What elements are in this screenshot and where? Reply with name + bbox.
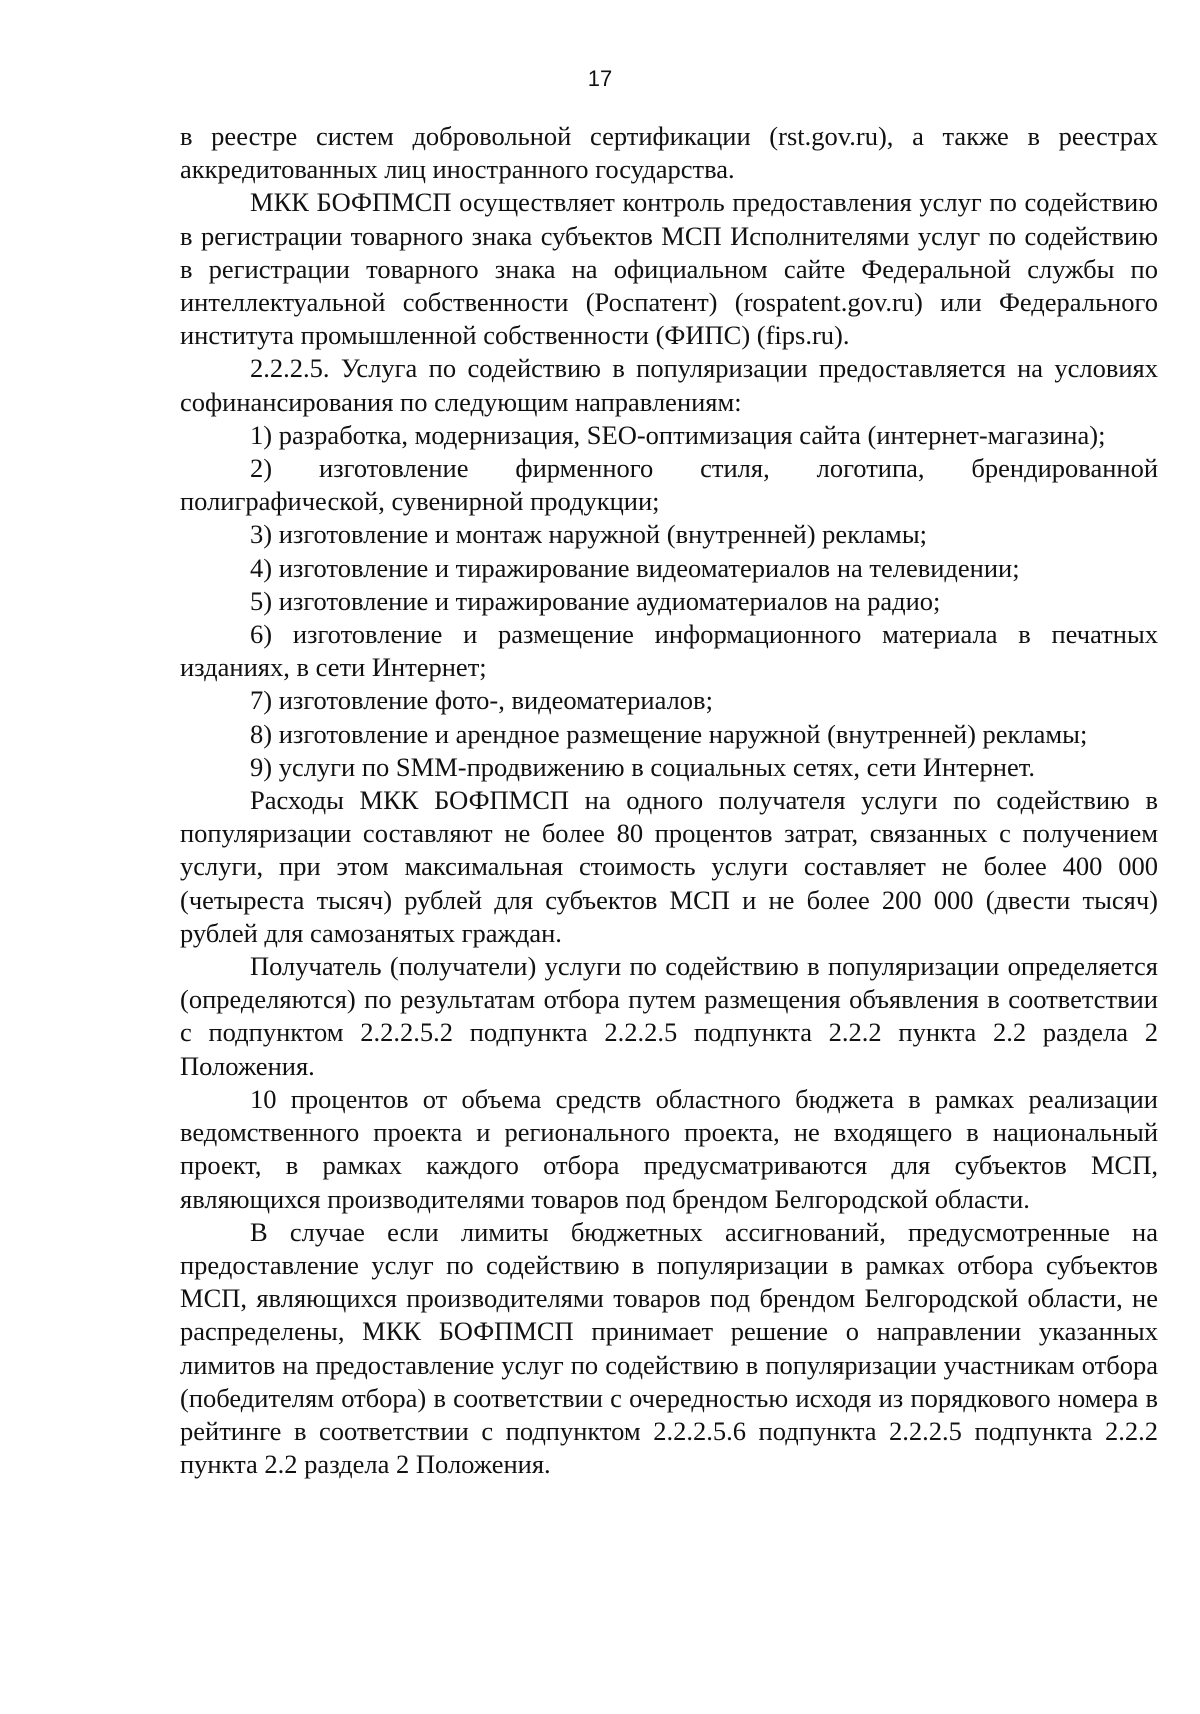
paragraph: Получатель (получатели) услуги по содействию в популяризации определяется (определяются) по результатам отбора путем размещения объявления в соответствии с подпунктом 2.2.2.5.2 подпункта 2.2.2.5 подпункта 2.2.2 пункта 2.2 раздела 2 Положения. [180,951,1158,1081]
document-body [180,120,1158,1481]
list-item: 2) изготовление фирменного стиля, логотипа, брендированной полиграфической, сувенирной продукции; [180,453,1158,517]
list-item: 3) изготовление и монтаж наружной (внутренней) рекламы; [250,519,927,550]
paragraph: в реестре систем добровольной сертификации (rst.gov.ru), а также в реестрах аккредитованных лиц иностранного государства. [180,121,1158,185]
list-item: 7) изготовление фото-, видеоматериалов; [250,685,713,716]
list-item: 8) изготовление и арендное размещение наружной (внутренней) рекламы; [250,718,1088,749]
list-item: 5) изготовление и тиражирование аудиоматериалов на радио; [250,585,941,616]
paragraph: Расходы МКК БОФПМСП на одного получателя услуги по содействию в популяризации составляют не более 80 процентов затрат, связанных с получением услуги, при этом максимальная стоимость услуги составляет не более 400 000 (четыреста тысяч) рублей для субъектов МСП и не более 200 000 (двести тысяч) рублей для самозанятых граждан. [180,785,1158,948]
paragraph: 10 процентов от объема средств областного бюджета в рамках реализации ведомственного проекта и регионального проекта, не входящего в национальный проект, в рамках каждого отбора предусматриваются для субъектов МСП, являющихся производителями товаров под брендом Белгородской области. [180,1083,1158,1214]
list-item: 6) изготовление и размещение информационного материала в печатных изданиях, в сети Интернет; [180,619,1158,683]
paragraph: МКК БОФПМСП осуществляет контроль предоставления услуг по содействию в регистрации товарного знака субъектов МСП Исполнителями услуг по содействию в регистрации товарного знака на официальном сайте Федеральной службы по интеллектуальной собственности (Роспатент) (rospatent.gov.ru) или Федерального института промышленной собственности (ФИПС) (fips.ru). [180,187,1158,351]
paragraph: В случае если лимиты бюджетных ассигнований, предусмотренные на предоставление услуг по содействию в популяризации в рамках отбора субъектов МСП, являющихся производителями товаров под брендом Белгородской области, не распределены, МКК БОФПМСП принимает решение о направлении указанных лимитов на предоставление услуг по содействию в популяризации участникам отбора (победителям отбора) в соответствии с очередностью исходя из порядкового номера в рейтинге в соответствии с подпунктом 2.2.2.5.6 подпункта 2.2.2.5 подпункта 2.2.2 пункта 2.2 раздела 2 Положения. [180,1216,1158,1480]
list-item: 1) разработка, модернизация, SEO-оптимизация сайта (интернет-магазина); [250,419,1106,450]
paragraph: 2.2.2.5. Услуга по содействию в популяризации предоставляется на условиях софинансирования по следующим направлениям: [180,353,1158,417]
list-item: 9) услуги по SMM-продвижению в социальных сетях, сети Интернет. [250,751,1035,782]
page-number: 17 [587,66,613,91]
list-item: 4) изготовление и тиражирование видеоматериалов на телевидении; [250,552,1020,583]
